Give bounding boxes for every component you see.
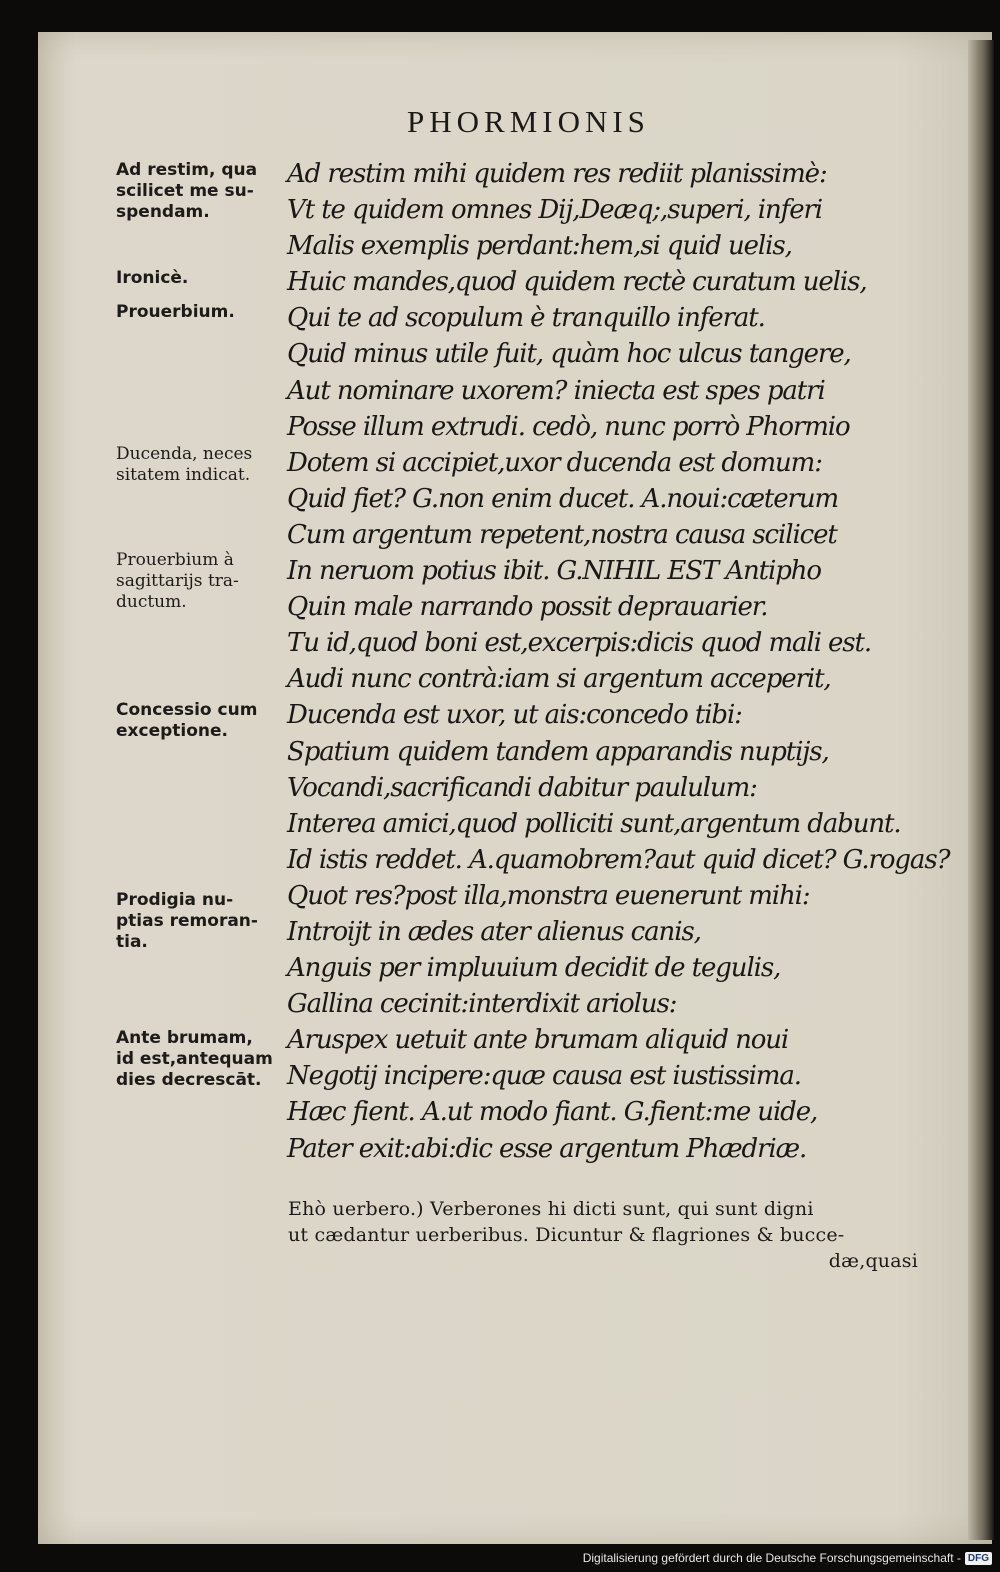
margin-note: Prouerbium. bbox=[116, 302, 235, 322]
dfg-logo: DFG bbox=[965, 1552, 992, 1565]
verse-line: Id istis reddet. A.quamobrem?aut quid dicet? G.rogas? bbox=[287, 844, 950, 875]
margin-note: Concessio cum exceptione. bbox=[116, 700, 258, 741]
verse-line: Huic mandes,quod quidem rectè curatum uelis, bbox=[287, 267, 867, 298]
commentary bbox=[288, 1196, 918, 1274]
page-edge bbox=[968, 40, 994, 1540]
verse-line: Anguis per impluuium decidit de tegulis, bbox=[287, 953, 781, 984]
margin-note: Ante brumam, id est,antequam dies decrescāt. bbox=[116, 1028, 273, 1090]
verse-line: Negotij incipere:quæ causa est iustissima. bbox=[287, 1061, 801, 1092]
verse-column bbox=[287, 156, 949, 1167]
verse-line: Gallina cecinit:interdixit ariolus: bbox=[287, 989, 677, 1020]
verse-line: Malis exemplis perdant:hem,si quid uelis, bbox=[287, 231, 792, 262]
verse-line: Ducenda est uxor, ut ais:concedo tibi: bbox=[287, 700, 742, 731]
verse-line: Audi nunc contrà:iam si argentum acceperit, bbox=[287, 664, 831, 695]
verse-line: Quid fiet? G.non enim ducet. A.noui:cæterum bbox=[287, 483, 839, 514]
verse-line: Dotem si accipiet,uxor ducenda est domum: bbox=[287, 447, 822, 478]
margin-note: Prodigia nu- ptias remoran- tia. bbox=[116, 890, 258, 952]
verse-line: Aruspex uetuit ante brumam aliquid noui bbox=[287, 1025, 789, 1056]
verse-line: Qui te ad scopulum è tranquillo inferat. bbox=[287, 303, 765, 334]
verse-line: Ad restim mihi quidem res rediit planissimè: bbox=[287, 159, 827, 189]
commentary-line: Ehò uerbero.) Verberones hi dicti sunt, qui sunt digni bbox=[288, 1198, 814, 1220]
verse-line: Aut nominare uxorem? iniecta est spes patri bbox=[287, 375, 825, 406]
verse-line: Vocandi,sacrificandi dabitur paululum: bbox=[287, 772, 757, 803]
verse-line: Quot res?post illa,monstra euenerunt mihi: bbox=[287, 880, 810, 911]
verse-line: Pater exit:abi:dic esse argentum Phædriæ. bbox=[287, 1133, 807, 1164]
margin-note: Prouerbium à sagittarijs tra- ductum. bbox=[116, 550, 239, 612]
verse-line: Posse illum extrudi. cedò, nunc porrò Phormio bbox=[287, 411, 850, 442]
footer-text: Digitalisierung gefördert durch die Deutsche Forschungsgemeinschaft - bbox=[582, 1551, 961, 1565]
margin-note: Ad restim, qua scilicet me su- spendam. bbox=[116, 160, 258, 222]
running-head: PHORMIONIS bbox=[407, 104, 650, 139]
verse-line: Spatium quidem tandem apparandis nuptijs, bbox=[287, 736, 829, 767]
verse-line: In neruom potius ibit. G.NIHIL EST Antipho bbox=[287, 556, 821, 587]
margin-note: Ducenda, neces sitatem indicat. bbox=[116, 444, 253, 485]
verse-line: Quin male narrando possit deprauarier. bbox=[287, 592, 768, 623]
verse-line: Quid minus utile fuit, quàm hoc ulcus tangere, bbox=[287, 339, 851, 370]
commentary-line: dæ,quasi bbox=[828, 1250, 918, 1272]
verse-line: Introijt in ædes ater alienus canis, bbox=[287, 916, 701, 947]
verse-line: Tu id,quod boni est,excerpis:dicis quod mali est. bbox=[287, 628, 872, 659]
verse-line: Vt te quidem omnes Dij,Deæq;,superi, inferi bbox=[287, 195, 823, 226]
verse-line: Cum argentum repetent,nostra causa scilicet bbox=[287, 519, 837, 550]
verse-line: Interea amici,quod polliciti sunt,argentum dabunt. bbox=[287, 808, 901, 839]
digitization-footer bbox=[583, 1548, 992, 1568]
verse-line: Hæc fient. A.ut modo fiant. G.fient:me uide, bbox=[287, 1097, 818, 1128]
commentary-line: ut cædantur uerberibus. Dicuntur & flagriones & bucce- bbox=[288, 1224, 845, 1246]
margin-note: Ironicè. bbox=[116, 268, 189, 288]
